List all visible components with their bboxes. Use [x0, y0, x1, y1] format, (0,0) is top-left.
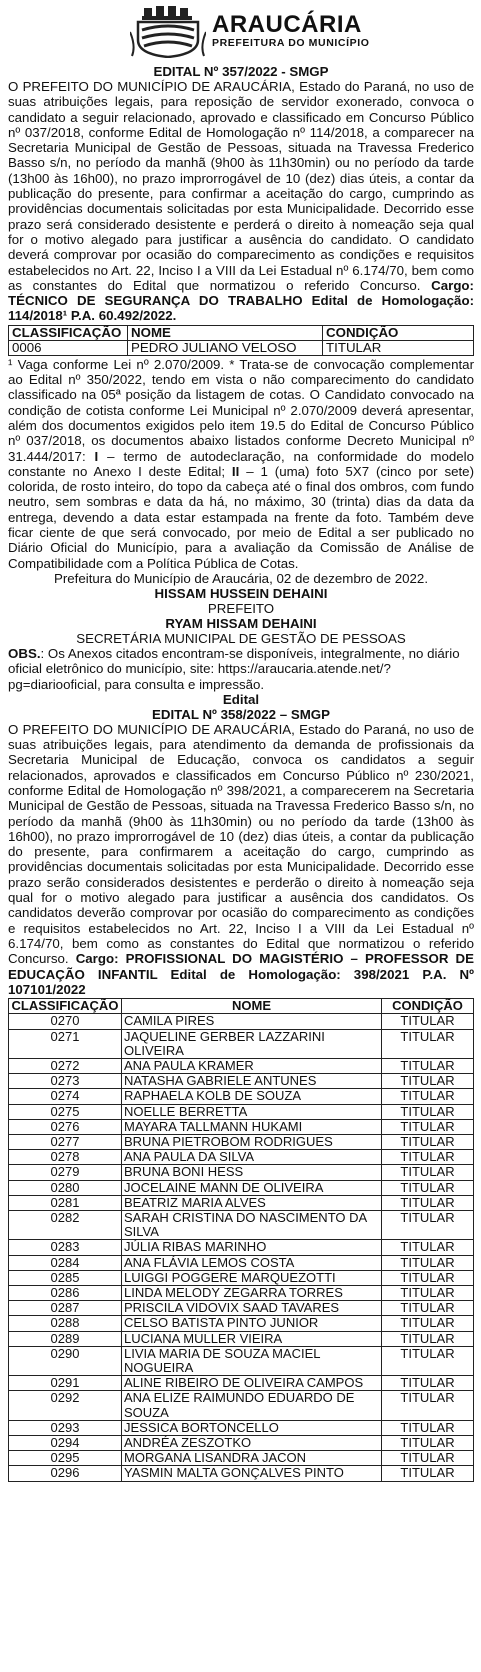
signer2-name: RYAM HISSAM DEHAINI	[165, 615, 317, 631]
table-row	[9, 1104, 474, 1119]
condicao-cell: TITULAR	[382, 1466, 474, 1481]
edital-358-body-text: O PREFEITO DO MUNICÍPIO DE ARAUCÁRIA, Estado do Paraná, no uso de suas atribuições legais, para atendimento da demanda de profissionais da Secretaria Municipal de Educação, convoca os candidatos a seguir relacionados, aprovados e classificados em Concurso Público nº 230/2021, conforme Edital de Homologação nº 398/2021, a comparecerem na Secretaria Municipal de Gestão de Pessoas, situada na Travessa Frederico Basso s/n, no período da manhã (9h00 às 11h30min) ou no período da tarde (13h00 às 16h00), no prazo improrrogável de 10 (dez) dias úteis, a contar da publicação do presente, para confirmarem a aceitação do cargo, cumprindo as providências documentais solicitadas por esta Municipalidade. Decorrido esse prazo serão considerados desistentes e perderão o direito à nomeação seja qual for o motivo alegado para justificar a ausência dos candidatos. Os candidatos deverão comprovar por ocasião do comparecimento as condições e requisitos estabelecidos no Art. 22, Inciso I a VIII da Lei Estadual nº 6.174/70, bem como as constantes do Edital que normatizou o referido Concurso.	[8, 721, 474, 967]
table-row	[9, 1466, 474, 1481]
nome-cell: PRISCILA VIDOVIX SAAD TAVARES	[122, 1301, 382, 1316]
table-row	[9, 1195, 474, 1210]
classificacao-cell: 0286	[9, 1286, 122, 1301]
col-classificacao: CLASSIFICAÇÃO	[9, 999, 122, 1014]
edital-357-note	[8, 357, 474, 571]
nome-cell: ANA PAULA DA SILVA	[122, 1150, 382, 1165]
nome-cell: NOELLE BERRETTA	[122, 1104, 382, 1119]
condicao-cell: TITULAR	[382, 1451, 474, 1466]
classificacao-cell: 0275	[9, 1104, 122, 1119]
classificacao-cell: 0277	[9, 1134, 122, 1149]
condicao-cell: TITULAR	[382, 1391, 474, 1420]
condicao-cell: TITULAR	[382, 1240, 474, 1255]
table-row	[9, 1134, 474, 1149]
classificacao-cell: 0278	[9, 1150, 122, 1165]
table-row	[9, 340, 474, 355]
table-row	[9, 1150, 474, 1165]
table-row	[9, 1255, 474, 1270]
classificacao-cell: 0283	[9, 1240, 122, 1255]
table-row	[9, 1331, 474, 1346]
table-row	[9, 1089, 474, 1104]
table-row	[9, 1029, 474, 1058]
signer1-name: HISSAM HUSSEIN DEHAINI	[154, 585, 328, 601]
item1-label: I	[94, 448, 99, 464]
nome-cell: MAYARA TALLMANN HUKAMI	[122, 1119, 382, 1134]
brand	[212, 11, 370, 49]
condicao-cell: TITULAR	[382, 1058, 474, 1073]
condicao-cell: TITULAR	[382, 1316, 474, 1331]
classificacao-cell: 0270	[9, 1014, 122, 1029]
nome-cell: BRUNA PIETROBOM RODRIGUES	[122, 1134, 382, 1149]
table-row	[9, 1376, 474, 1391]
classificacao-cell: 0287	[9, 1301, 122, 1316]
nome-cell: ANA FLÁVIA LEMOS COSTA	[122, 1255, 382, 1270]
col-nome: NOME	[128, 325, 323, 340]
nome-cell: LUCIANA MULLER VIEIRA	[122, 1331, 382, 1346]
note-text: ¹ Vaga conforme Lei nº 2.070/2009. * Trata-se de convocação complementar ao Edital nº 350/2022, tendo em vista o não comparecimento do candidato classificado na 05ª posição da listagem de cotas. O Candidato convocado na condição de cotista conforme Lei Municipal nº 2.070/2009 deverá apresentar, além dos documentos exigidos pelo item 19.5 do Edital de Concurso Público nº 037/2018, os documentos abaixo listados conforme Decreto Municipal nº 31.444/2017:	[8, 356, 474, 464]
document-page	[8, 0, 474, 1482]
classificacao-cell: 0281	[9, 1195, 122, 1210]
condicao-cell: TITULAR	[382, 1150, 474, 1165]
edital-357-body	[8, 79, 474, 324]
condicao-cell: TITULAR	[382, 1014, 474, 1029]
condicao-cell: TITULAR	[382, 1104, 474, 1119]
condicao-cell: TITULAR	[382, 1255, 474, 1270]
condicao-cell: TITULAR	[382, 1436, 474, 1451]
signer2-role: SECRETÁRIA MUNICIPAL DE GESTÃO DE PESSOAS	[76, 630, 406, 646]
edital-357-cargo: Cargo: TÉCNICO DE SEGURANÇA DO TRABALHO Edital de Homologação: 114/2018¹ P.A. 60.492/2022.	[8, 277, 474, 324]
edital-section-heading: Edital	[222, 691, 260, 707]
classificacao-cell: 0294	[9, 1436, 122, 1451]
classificacao-cell: 0280	[9, 1180, 122, 1195]
edital-358-table	[8, 998, 474, 1482]
classificacao-cell: 0288	[9, 1316, 122, 1331]
table-row	[9, 1210, 474, 1239]
table-row	[9, 1420, 474, 1435]
table-row	[9, 1165, 474, 1180]
classificacao-cell: 0285	[9, 1270, 122, 1285]
table-row	[9, 1014, 474, 1029]
item2-label: II	[231, 463, 240, 479]
table-row	[9, 1058, 474, 1073]
header	[8, 0, 474, 64]
nome-cell: LUIGGI POGGERE MARQUEZOTTI	[122, 1270, 382, 1285]
item2-text: – 1 (uma) foto 5X7 (cinco por sete) colorida, de rosto inteiro, do topo da cabeça até o final dos ombros, com fundo neutro, sem sombras e data da há, no máximo, 30 (trinta) dias da data da entrega, devendo a data estar estampada na frente da foto. Também deve ficar ciente de que será convocado, por meio de Edital a ser publicado no Diário Oficial do Município, para a avaliação da Comissão de Análise de Compatibilidade com a Política Pública de Cotas.	[8, 463, 475, 571]
nome-cell: NATASHA GABRIELE ANTUNES	[122, 1074, 382, 1089]
item1-text: – termo de autodeclaração, na conformidade do modelo constante no Anexo I deste Edital;	[8, 448, 474, 479]
condicao-cell: TITULAR	[382, 1270, 474, 1285]
classificacao-cell: 0292	[9, 1391, 122, 1420]
nome-cell: YASMIN MALTA GONÇALVES PINTO	[122, 1466, 382, 1481]
signer1-role: PREFEITO	[207, 600, 275, 616]
brand-subtitle: PREFEITURA DO MUNICÍPIO	[212, 37, 370, 49]
obs-text: : Os Anexos citados encontram-se disponíveis, integralmente, no diário oficial eletrônico do município, site: https://araucaria.atende.net/?pg=diariooficial, para consulta e impressão.	[8, 645, 460, 692]
table-row	[9, 1391, 474, 1420]
condicao-cell: TITULAR	[382, 1165, 474, 1180]
table-row	[9, 1286, 474, 1301]
edital-358-title: EDITAL Nº 358/2022 – SMGP	[151, 706, 331, 722]
classificacao-cell: 0282	[9, 1210, 122, 1239]
nome-cell: MORGANA LISANDRA JACON	[122, 1451, 382, 1466]
condicao-cell: TITULAR	[382, 1134, 474, 1149]
nome-cell: JÚLIA RIBAS MARINHO	[122, 1240, 382, 1255]
col-classificacao: CLASSIFICAÇÃO	[9, 325, 128, 340]
classificacao-cell: 0276	[9, 1119, 122, 1134]
nome-cell: ANA PAULA KRAMER	[122, 1058, 382, 1073]
classificacao-cell: 0293	[9, 1420, 122, 1435]
condicao-cell: TITULAR	[382, 1089, 474, 1104]
nome-cell: CELSO BATISTA PINTO JUNIOR	[122, 1316, 382, 1331]
col-condicao: CONDIÇÃO	[382, 999, 474, 1014]
nome-cell: RAPHAELA KOLB DE SOUZA	[122, 1089, 382, 1104]
place-date: Prefeitura do Município de Araucária, 02 de dezembro de 2022.	[53, 570, 429, 586]
nome-cell: BEATRIZ MARIA ALVES	[122, 1195, 382, 1210]
condicao-cell: TITULAR	[382, 1195, 474, 1210]
classificacao-cell: 0279	[9, 1165, 122, 1180]
condicao-cell: TITULAR	[382, 1119, 474, 1134]
table-row	[9, 1240, 474, 1255]
classificacao-cell: 0291	[9, 1376, 122, 1391]
nome-cell: ANDRÉA ZESZOTKO	[122, 1436, 382, 1451]
obs-label: OBS.	[8, 645, 41, 661]
table-row	[9, 1436, 474, 1451]
nome-cell: SARAH CRISTINA DO NASCIMENTO DA SILVA	[122, 1210, 382, 1239]
nome-cell: LIVIA MARIA DE SOUZA MACIEL NOGUEIRA	[122, 1346, 382, 1375]
classificacao-cell: 0006	[9, 340, 128, 355]
table-row	[9, 1451, 474, 1466]
edital-358-cargo: Cargo: PROFISSIONAL DO MAGISTÉRIO – PROFESSOR DE EDUCAÇÃO INFANTIL Edital de Homologação: 398/2021 P.A. Nº 107101/2022	[8, 951, 474, 997]
classificacao-cell: 0274	[9, 1089, 122, 1104]
condicao-cell: TITULAR	[382, 1331, 474, 1346]
nome-cell: JOCELAINE MANN DE OLIVEIRA	[122, 1180, 382, 1195]
col-condicao: CONDIÇÃO	[323, 325, 474, 340]
nome-cell: BRUNA BONI HESS	[122, 1165, 382, 1180]
col-nome: NOME	[122, 999, 382, 1014]
nome-cell: JAQUELINE GERBER LAZZARINI OLIVEIRA	[122, 1029, 382, 1058]
nome-cell: PEDRO JULIANO VELOSO	[128, 340, 323, 355]
table-row	[9, 1119, 474, 1134]
edital-357-body-text: O PREFEITO DO MUNICÍPIO DE ARAUCÁRIA, Estado do Paraná, no uso de suas atribuições legais, para reposição de servidor exonerado, convoca o candidato a seguir relacionado, aprovado e classificado em Concurso Público nº 037/2018, conforme Edital de Homologação nº 114/2018, a comparecer na Secretaria Municipal de Gestão de Pessoas, situada na Travessa Frederico Basso s/n, no período da manhã (9h00 às 11h30min) ou no período da tarde (13h00 às 16h00), no prazo improrrogável de 10 (dez) dias úteis, a contar da publicação do presente, para confirmar a aceitação do cargo, cumprindo as providências documentais solicitadas por esta Municipalidade. Decorrido esse prazo será considerado desistente e perderá o direito à nomeação seja qual for o motivo alegado para justificar a ausência do candidato. O candidato deverá comprovar por ocasião do comparecimento as condições e requisitos estabelecidos no Art. 22, Inciso I a VIII da Lei Estadual nº 6.174/70, bem como as constantes do Edital que normatizou o referido Concurso.	[8, 79, 474, 293]
classificacao-cell: 0273	[9, 1074, 122, 1089]
classificacao-cell: 0290	[9, 1346, 122, 1375]
condicao-cell: TITULAR	[382, 1376, 474, 1391]
condicao-cell: TITULAR	[382, 1301, 474, 1316]
classificacao-cell: 0271	[9, 1029, 122, 1058]
condicao-cell: TITULAR	[382, 1286, 474, 1301]
classificacao-cell: 0272	[9, 1058, 122, 1073]
edital-357-title: EDITAL Nº 357/2022 - SMGP	[153, 64, 329, 79]
condicao-cell: TITULAR	[382, 1346, 474, 1375]
condicao-cell: TITULAR	[382, 1420, 474, 1435]
nome-cell: ALINE RIBEIRO DE OLIVEIRA CAMPOS	[122, 1376, 382, 1391]
nome-cell: ANA ELIZE RAIMUNDO EDUARDO DE SOUZA	[122, 1391, 382, 1420]
table-row	[9, 1180, 474, 1195]
table-row	[9, 1074, 474, 1089]
edital-357-table	[8, 325, 474, 356]
table-row	[9, 1301, 474, 1316]
nome-cell: CAMILA PIRES	[122, 1014, 382, 1029]
brand-city: ARAUCÁRIA	[212, 11, 362, 38]
condicao-cell: TITULAR	[323, 340, 474, 355]
araucaria-coat-of-arms-logo	[130, 6, 206, 58]
condicao-cell: TITULAR	[382, 1180, 474, 1195]
condicao-cell: TITULAR	[382, 1029, 474, 1058]
table-row	[9, 1346, 474, 1375]
nome-cell: LINDA MELODY ZEGARRA TORRES	[122, 1286, 382, 1301]
nome-cell: JESSICA BORTONCELLO	[122, 1420, 382, 1435]
condicao-cell: TITULAR	[382, 1210, 474, 1239]
obs-paragraph	[8, 646, 474, 692]
classificacao-cell: 0296	[9, 1466, 122, 1481]
table-row	[9, 1270, 474, 1285]
edital-358-body	[8, 722, 474, 997]
classificacao-cell: 0284	[9, 1255, 122, 1270]
classificacao-cell: 0289	[9, 1331, 122, 1346]
table-row	[9, 1316, 474, 1331]
classificacao-cell: 0295	[9, 1451, 122, 1466]
condicao-cell: TITULAR	[382, 1074, 474, 1089]
